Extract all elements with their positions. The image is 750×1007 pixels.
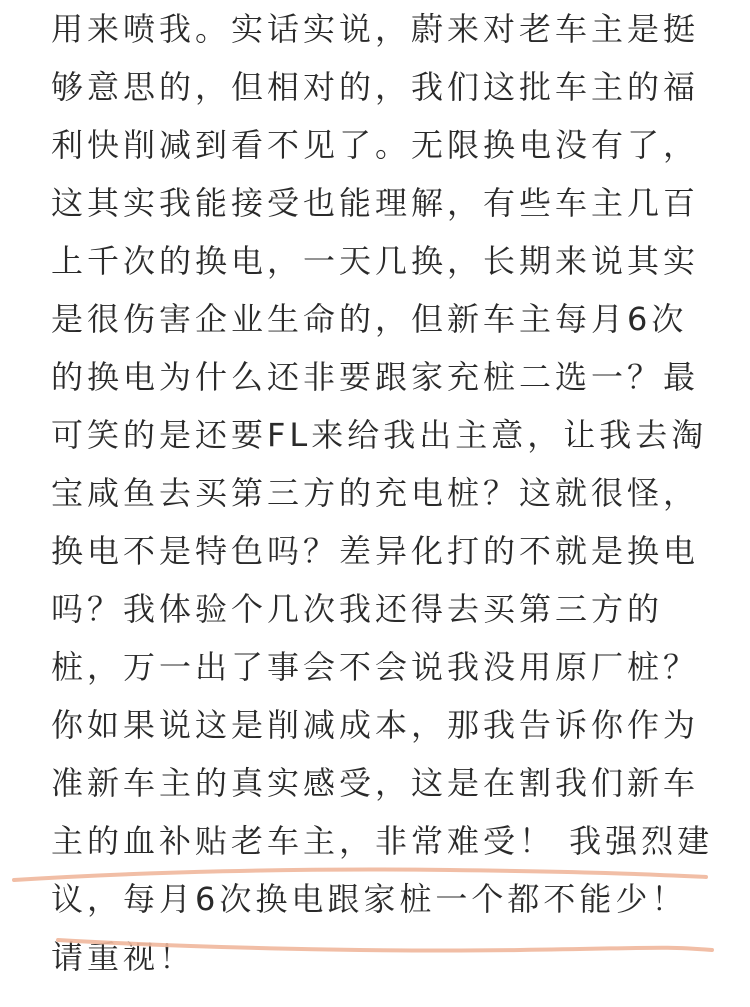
text-line-9: 宝咸鱼去买第三方的充电桩？这就很怪， (51, 474, 700, 512)
text-line-6: 是很伤害企业生命的，但新车主每月6次 (51, 300, 688, 338)
text-line-1: 用来喷我。实话实说，蔚来对老车主是挺 (51, 10, 700, 48)
text-line-17: 请重视！ (51, 938, 196, 976)
text-line-14: 准新车主的真实感受，这是在割我们新车 (51, 764, 700, 802)
text-line-15: 主的血补贴老车主，非常难受！ 我强烈建 (51, 822, 714, 860)
text-line-4: 这其实我能接受也能理解，有些车主几百 (51, 184, 700, 222)
text-line-8: 可笑的是还要FL来给我出主意，让我去淘 (51, 416, 708, 454)
text-line-3: 利快削减到看不见了。无限换电没有了， (51, 126, 700, 164)
text-line-5: 上千次的换电，一天几换，长期来说其实 (51, 242, 700, 280)
text-line-7: 的换电为什么还非要跟家充桩二选一？最 (51, 358, 700, 396)
text-line-12: 桩，万一出了事会不会说我没用原厂桩？ (51, 648, 700, 686)
text-line-2: 够意思的，但相对的，我们这批车主的福 (51, 68, 700, 106)
text-line-11: 吗？我体验个几次我还得去买第三方的 (51, 590, 664, 628)
text-line-10: 换电不是特色吗？差异化打的不就是换电 (51, 532, 700, 570)
text-line-13: 你如果说这是削减成本，那我告诉你作为 (51, 706, 700, 744)
text-line-16: 议，每月6次换电跟家桩一个都不能少！ (51, 880, 688, 918)
